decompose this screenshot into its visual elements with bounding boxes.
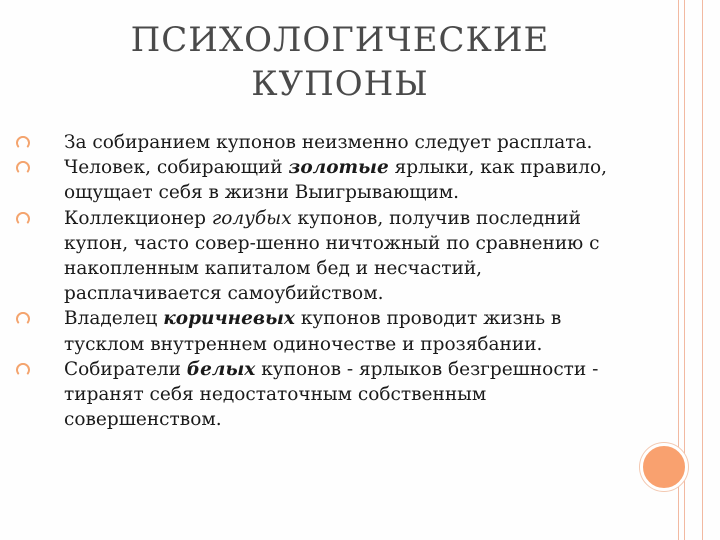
- item-text-before: Человек, собирающий: [64, 157, 289, 179]
- right-border-line-3: [702, 0, 703, 540]
- item-text-before: Коллекционер: [64, 207, 212, 229]
- item-text-emphasis: золотые: [288, 157, 389, 179]
- title-line-2: КУПОНЫ: [251, 64, 429, 104]
- title-line-1: ПСИХОЛОГИЧЕСКИЕ: [130, 20, 550, 60]
- list-item: [16, 306, 616, 356]
- list-item: [16, 130, 616, 155]
- item-text-after: купонов проводит жизнь в тусклом внутреннем одиночестве и прозябании.: [64, 308, 562, 355]
- list-item: [16, 155, 616, 205]
- bullet-icon: [16, 161, 30, 175]
- item-text-emphasis: коричневых: [163, 308, 295, 330]
- bullet-icon: [16, 212, 30, 226]
- bullet-list: [16, 130, 616, 432]
- bullet-icon: [16, 136, 30, 150]
- item-text-emphasis: белых: [186, 358, 256, 380]
- item-text-after: купонов - ярлыков безгрешности - тиранят себя недостаточным собственным совершенством.: [64, 358, 599, 431]
- list-item: [16, 206, 616, 307]
- decorative-orange-circle: [640, 443, 688, 491]
- item-text-before: За собиранием купонов неизменно следует расплата.: [64, 132, 593, 153]
- item-text-after: купонов, получив последний купон, часто совер-шенно ничтожный по сравнению с накопленным капиталом бед и несчастий, расплачивается самоубийством.: [64, 207, 600, 305]
- list-item: [16, 357, 616, 433]
- slide-title: [70, 18, 610, 106]
- item-text-before: Собиратели: [64, 358, 187, 380]
- bullet-icon: [16, 363, 30, 377]
- item-text-emphasis: голубых: [211, 207, 292, 229]
- bullet-icon: [16, 312, 30, 326]
- item-text-before: Владелец: [64, 308, 164, 330]
- item-text-after: ярлыки, как правило, ощущает себя в жизни Выигрывающим.: [64, 157, 607, 204]
